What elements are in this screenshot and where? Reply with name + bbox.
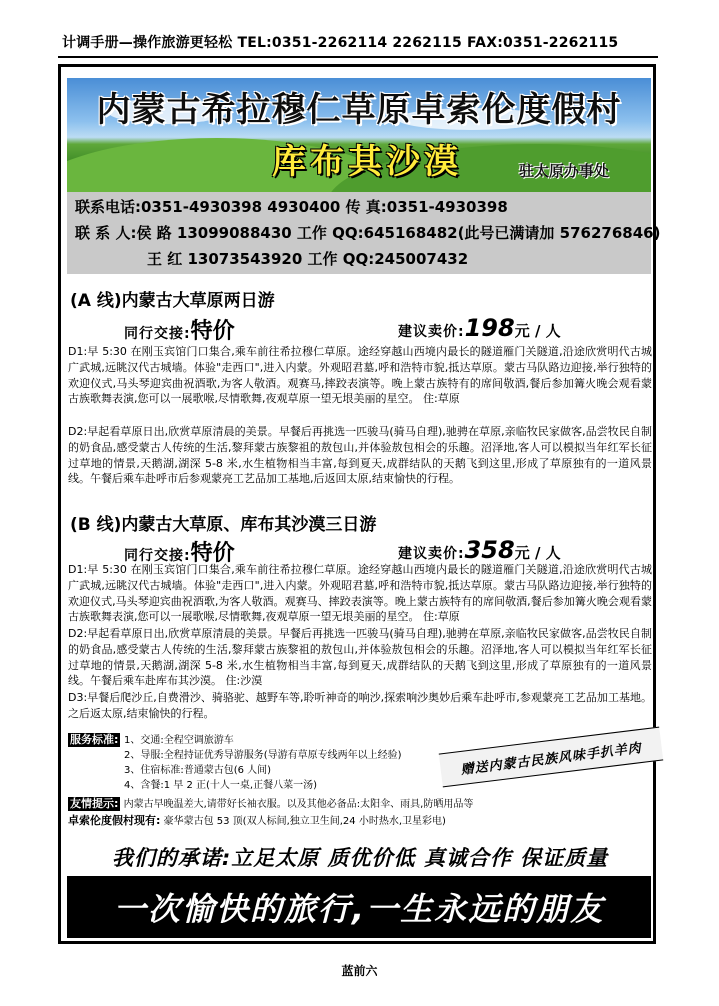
- banner-title: 内蒙古希拉穆仁草原卓索伦度假村: [96, 90, 622, 130]
- peer-price: 特价: [190, 319, 235, 344]
- service-label-wrap: [68, 733, 120, 748]
- service-item: 4、含餐:1 早 2 正(十人一桌,正餐八菜一汤): [124, 780, 317, 791]
- banner-office: 驻太原办事处: [519, 162, 610, 180]
- peer-price: 特价: [190, 541, 235, 566]
- resort-label: 卓索伦度假村现有:: [68, 814, 161, 827]
- promise-line: 我们的承诺:立足太原 质优价低 真诚合作 保证质量: [111, 846, 609, 870]
- contact-person-1: 联 系 人:侯 路 13099088430 工作 QQ:645168482(此号已满请加 576276846): [75, 224, 661, 242]
- route-a-day2: D2:早起看草原日出,欣赏草原清晨的美景。早餐后再挑选一匹骏马(骑马自理),驰骋在草原,亲临牧民家做客,品尝牧民自制的奶食品,感受蒙古人传统的生活,黎拜蒙古族黎祖的敖包山,并体验敖包相会的乐趣。沼泽地,客人可以模拟当年红军长征过草地的情景,天鹅湖,湖深 5-8 米,水生植物相当丰富,每到夏天,成群结队的天鹅飞到这里,形成了草原独有的一道风景线。午餐后乘车赴呼市后参观蒙亮工艺品加工基地,后返回太原,结束愉快的行程。: [68, 425, 652, 486]
- peer-label: 同行交接:: [124, 326, 191, 342]
- page-footer: 蓝前六: [341, 964, 378, 978]
- header-divider: [58, 56, 658, 58]
- price-unit: 元 / 人: [514, 544, 561, 562]
- gift-stamp: 赠送内蒙古民族风味手扒羊肉: [439, 727, 663, 788]
- suggest-label: 建议卖价:: [398, 324, 465, 340]
- banner-subtitle: 库布其沙漠: [272, 142, 462, 182]
- route-b-suggest-price: [398, 536, 561, 564]
- route-a-peer-price: [124, 314, 235, 345]
- suggest-price: 198: [464, 314, 515, 342]
- route-b-day2: D2:早起看草原日出,欣赏草原清晨的美景。早餐后再挑选一匹骏马(骑马自理),驰骋在草原,亲临牧民家做客,品尝牧民自制的奶食品,感受蒙古人传统的生活,黎拜蒙古族黎祖的敖包山,并体验敖包相会的乐趣。沼泽地,客人可以模拟当年红军长征过草地的情景,天鹅湖,湖深 5-8 米,水生植物相当丰富,每到夏天,成群结队的天鹅飞到这里,形成了草原独有的一道风景线。午餐后乘车赴库布其沙漠。 住:沙漠: [68, 627, 652, 688]
- service-item: 2、导服:全程持证优秀导游服务(导游有草原专线两年以上经验): [124, 750, 402, 761]
- route-b-title: (B 线)内蒙古大草原、库布其沙漠三日游: [70, 515, 377, 535]
- contact-person-2: 王 红 13073543920 工作 QQ:245007432: [147, 250, 469, 268]
- tips-row: [68, 797, 473, 812]
- service-item: 1、交通:全程空调旅游车: [124, 735, 234, 746]
- peer-label: 同行交接:: [124, 548, 191, 564]
- resort-row: [68, 814, 446, 829]
- price-unit: 元 / 人: [514, 322, 561, 340]
- resort-text: 豪华蒙古包 53 顶(双人标间,独立卫生间,24 小时热水,卫星彩电): [163, 816, 446, 827]
- service-label: 服务标准:: [70, 733, 119, 746]
- tips-text: 内蒙古早晚温差大,请带好长袖衣服。以及其他必备品:太阳伞、雨具,防晒用品等: [123, 799, 474, 810]
- route-a-suggest-price: [398, 314, 561, 342]
- suggest-price: 358: [464, 536, 515, 564]
- slogan-banner: 一次愉快的旅行,一生永远的朋友: [67, 876, 651, 938]
- service-item: 3、住宿标准:普通蒙古包(6 人间): [124, 765, 272, 776]
- contact-box: [67, 192, 661, 274]
- route-b-day3: D3:早餐后爬沙丘,自费滑沙、骑骆驼、越野车等,聆听神奇的响沙,探索响沙奥妙后乘车赴呼市,参观蒙亮工艺品加工基地。之后返太原,结束愉快的行程。: [68, 691, 652, 720]
- route-a-day1: D1:早 5:30 在刚玉宾馆门口集合,乘车前往希拉穆仁草原。途经穿越山西境内最长的隧道雁门关隧道,沿途欣赏明代古城广武城,远眺汉代古城墙。体验"走西口",进入内蒙。外观昭君墓,呼和浩特市貌,抵达草原。蒙古马队路边迎接,举行独特的欢迎仪式,马头琴迎宾曲祝酒歌,为客人敬酒。观赛马,摔跤表演等。晚上蒙古族特有的席间敬酒,餐后参加篝火晚会观看蒙古族歌舞表演,您可以一展歌喉,尽情歌舞,夜观草原一望无垠美丽的星空。 住:草原: [68, 345, 652, 406]
- contact-phone-fax: 联系电话:0351-4930398 4930400 传 真:0351-4930398: [75, 198, 508, 216]
- route-a-title: (A 线)内蒙古大草原两日游: [70, 291, 275, 311]
- route-b-day1: D1:早 5:30 在刚玉宾馆门口集合,乘车前往希拉穆仁草原。途经穿越山西境内最长的隧道雁门关隧道,沿途欣赏明代古城广武城,远眺汉代古城墙。体验"走西口",进入内蒙。外观昭君墓,呼和浩特市貌,抵达草原。蒙古马队路边迎接,举行独特的欢迎仪式,马头琴迎宾曲祝酒歌,为客人敬酒。观赛马、摔跤表演等。晚上蒙古族特有的席间敬酒,餐后参加篝火晚会观看蒙古族歌舞表演,您可以一展歌喉,尽情歌舞,夜观草原一望无垠美丽的星空。 住:草原: [68, 563, 652, 624]
- suggest-label: 建议卖价:: [398, 546, 465, 562]
- banner: [67, 78, 651, 192]
- tips-label: 友情提示:: [70, 797, 119, 810]
- page-header: 计调手册—操作旅游更轻松 TEL:0351-2262114 2262115 FAX:0351-2262115: [62, 35, 619, 51]
